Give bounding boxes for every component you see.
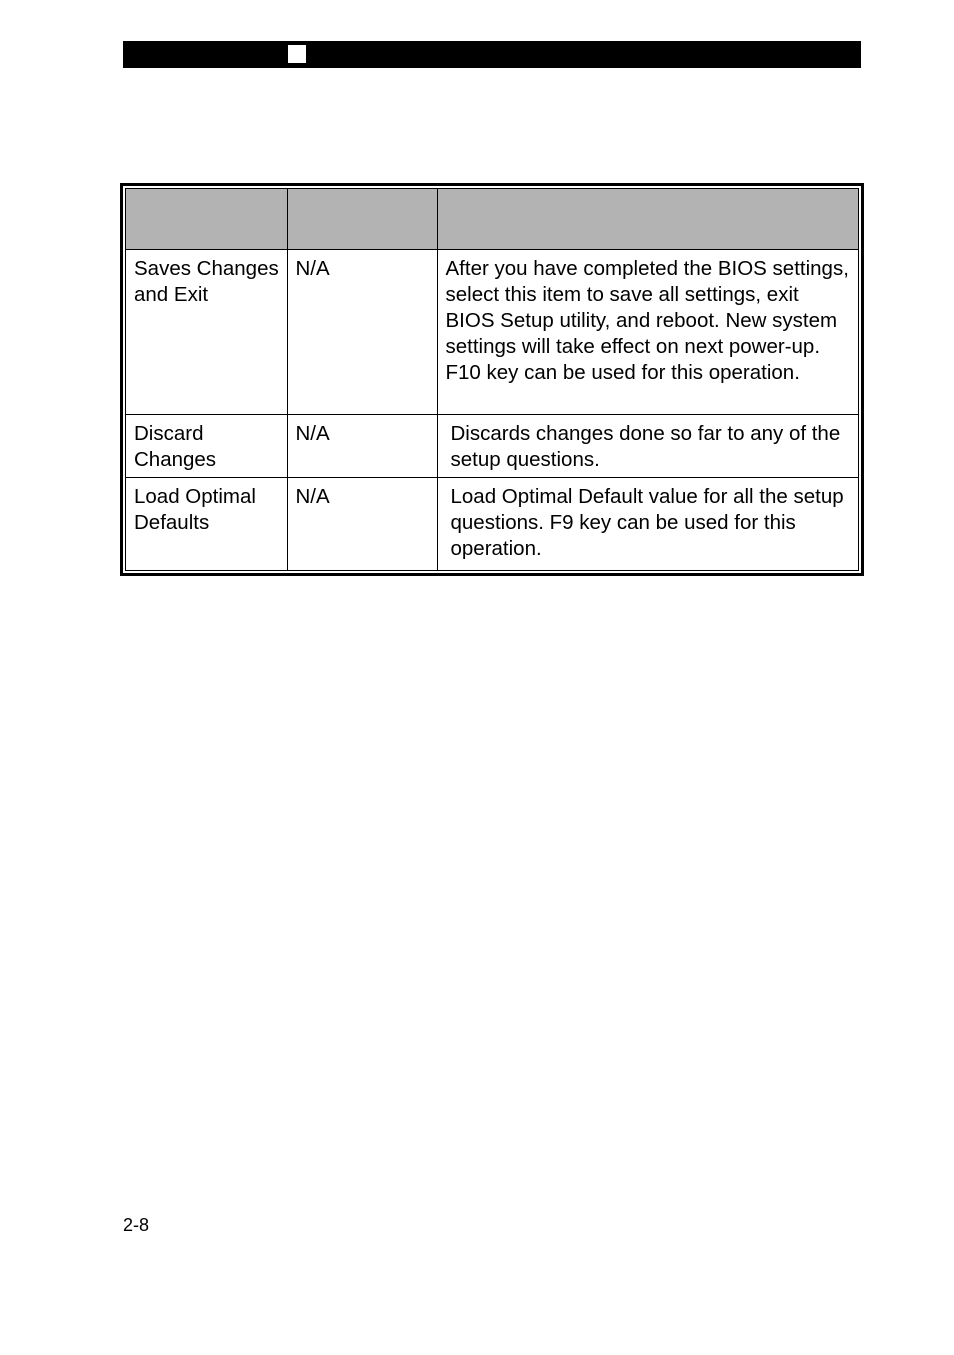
description-cell: After you have completed the BIOS settings, select this item to save all settings, exit BIOS Setup utility, and reboot. New system settings will take effect on next power-up. F10 key can be used for this operation. <box>437 250 858 415</box>
description-cell: Discards changes done so far to any of the setup questions. <box>437 415 858 478</box>
settings-table <box>126 189 858 570</box>
value-cell: N/A <box>287 415 437 478</box>
table-header-row <box>126 189 858 250</box>
settings-table-frame <box>120 183 864 576</box>
description-cell: Load Optimal Default value for all the setup questions. F9 key can be used for this operation. <box>437 478 858 571</box>
item-cell: Load Optimal Defaults <box>126 478 287 571</box>
header-cell-item <box>126 189 287 250</box>
header-cell-description <box>437 189 858 250</box>
value-cell: N/A <box>287 478 437 571</box>
item-cell: Discard Changes <box>126 415 287 478</box>
table-row <box>126 250 858 415</box>
header-bar <box>123 41 861 68</box>
header-cell-value <box>287 189 437 250</box>
table-row <box>126 415 858 478</box>
table-row <box>126 478 858 571</box>
item-cell: Saves Changes and Exit <box>126 250 287 415</box>
value-cell: N/A <box>287 250 437 415</box>
page-number: 2-8 <box>123 1215 150 1235</box>
settings-table-inner <box>125 188 859 571</box>
header-square-mark <box>288 45 306 63</box>
